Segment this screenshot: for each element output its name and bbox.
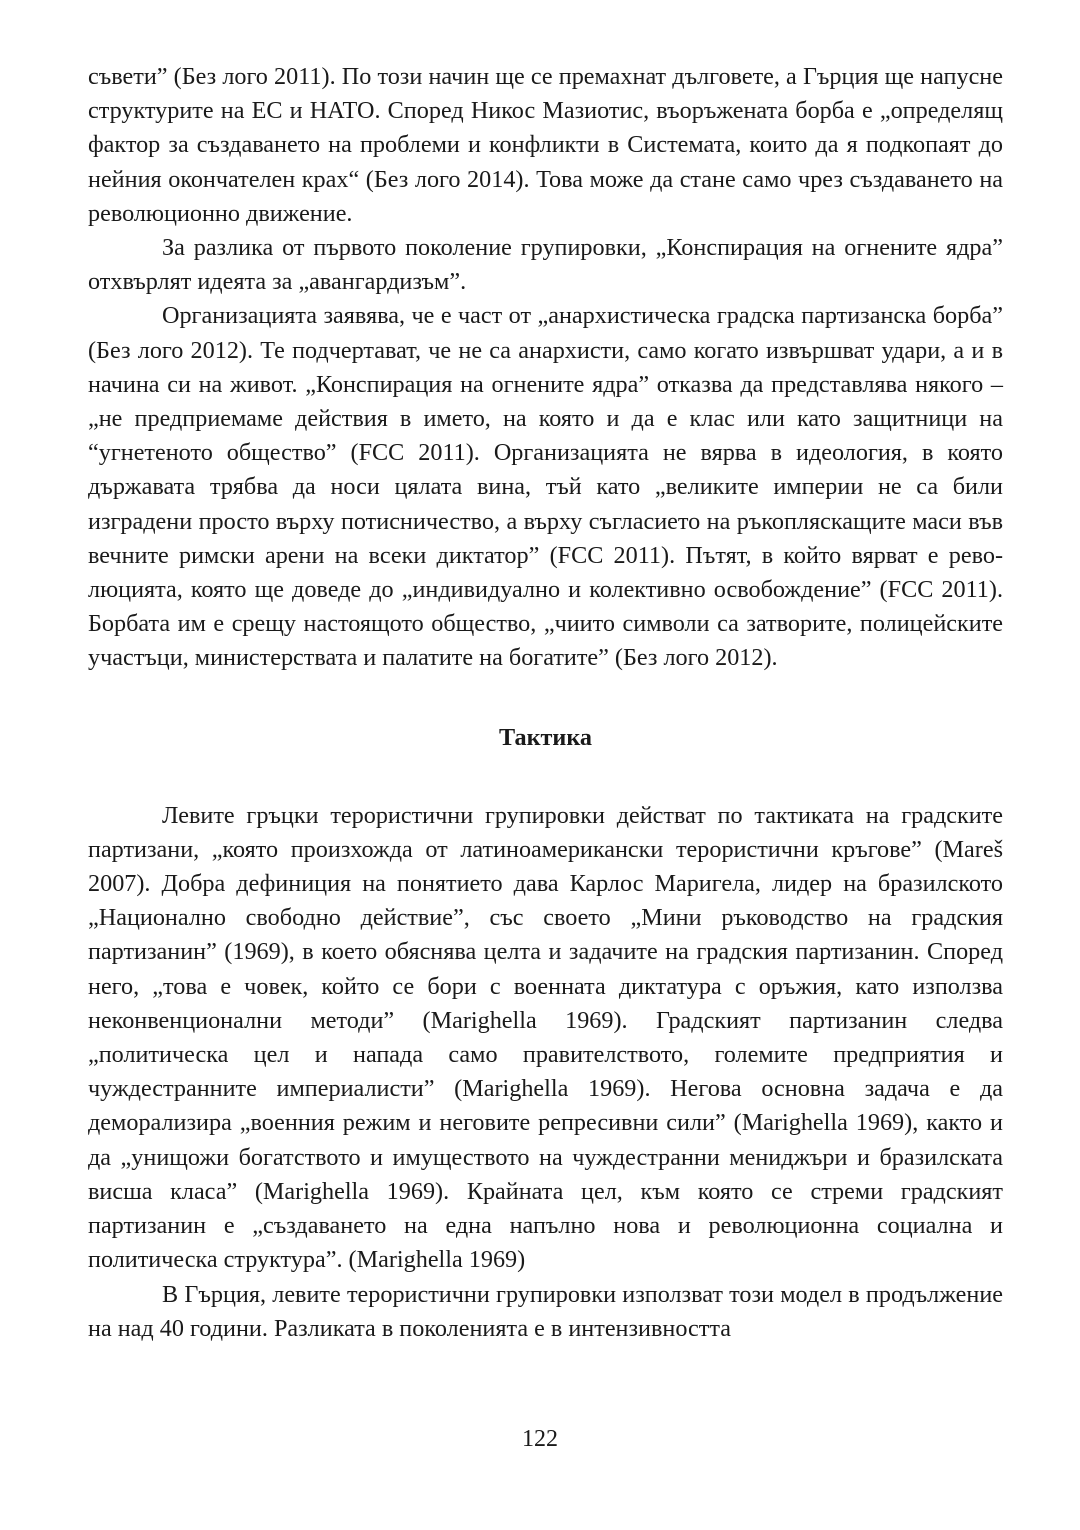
paragraph: Левите гръцки терористични групировки действат по тактиката на градските партизани, „която произхожда от латиноамерикански терористични кръгове” (Mareš 2007). Добра дефиниция на понятието дава Карлос Маригела, лидер на бразилското „Национално свободно действие”, със своето „Мини ръководство на градския партизанин” (1969), в което обяснява целта и задачите на градския партизанин. Според него, „това е човек, който се бори с военната диктатура с оръжия, като използва неконвенционални методи” (Marighella 1969). Градският партизанин следва „политическа цел и напада само правителството, големите предприятия и чуждестранните империалисти” (Marighella 1969). Негова основна задача е да деморализира „военния режим и неговите репресивни сили” (Marighella 1969), както и да „унищожи богатството и имуществото на чуждестранни мениджъри и бразилската висша класа” (Marighella 1969). Крайната цел, към която се стреми градският партизанин е „създаването на една напълно нова и революционна социална и политическа структура”. (Marighella 1969): [88, 801, 1003, 1274]
paragraph: За разлика от първото поколение групировки, „Конспирация на огнените ядра” отхвърлят идеята за „авангардизъм”.: [88, 234, 1003, 296]
paragraph: В Гърция, левите терористични групировки използват този модел в продължение на над 40 години. Разликата в поколенията е в интензивността: [88, 1280, 1003, 1342]
page-body: [88, 60, 1003, 1346]
paragraph: съвети” (Без лого 2011). По този начин ще се премахнат дълговете, а Гърция ще напусне структурите на ЕС и НАТО. Според Никос Мазиотис, въоръжената борба е „определящ фактор за създаването на проблеми и конфликти в Системата, които да я подкопаят до нейния окончателен крах“ (Без лого 2014). Това може да стане само чрез създаването на революционно движение.: [88, 63, 1003, 227]
paragraph: Организацията заявява, че е част от „анархистическа градска партизанска борба” (Без лого 2012). Те подчертават, че не са анархисти, само когато извършват удари, а и в начина си на живот. „Конспирация на огнените ядра” отказва да представлява някого – „не предприемаме действия в името, на която и да е клас или като защитници на “угнетеното общество” (FCC 2011). Организацията не вярва в идеология, в която държавата трябва да носи цялата вина, тъй като „великите империи не са били изградени просто върху потисничество, а върху съгласието на ръкопляскащите маси във вечните римски арени на всеки диктатор” (FCC 2011). Пътят, в който вярват е революцията, която ще доведе до „индивидуално и колективно освобождение” (FCC 2011). Борбата им е срещу настоящото общество, „чиито символи са затворите, полицейските участъци, министерствата и палатите на богатите” (Без лого 2012).: [88, 302, 1003, 672]
page-number: 122: [522, 1426, 558, 1452]
section-heading: Тактика: [498, 723, 593, 751]
